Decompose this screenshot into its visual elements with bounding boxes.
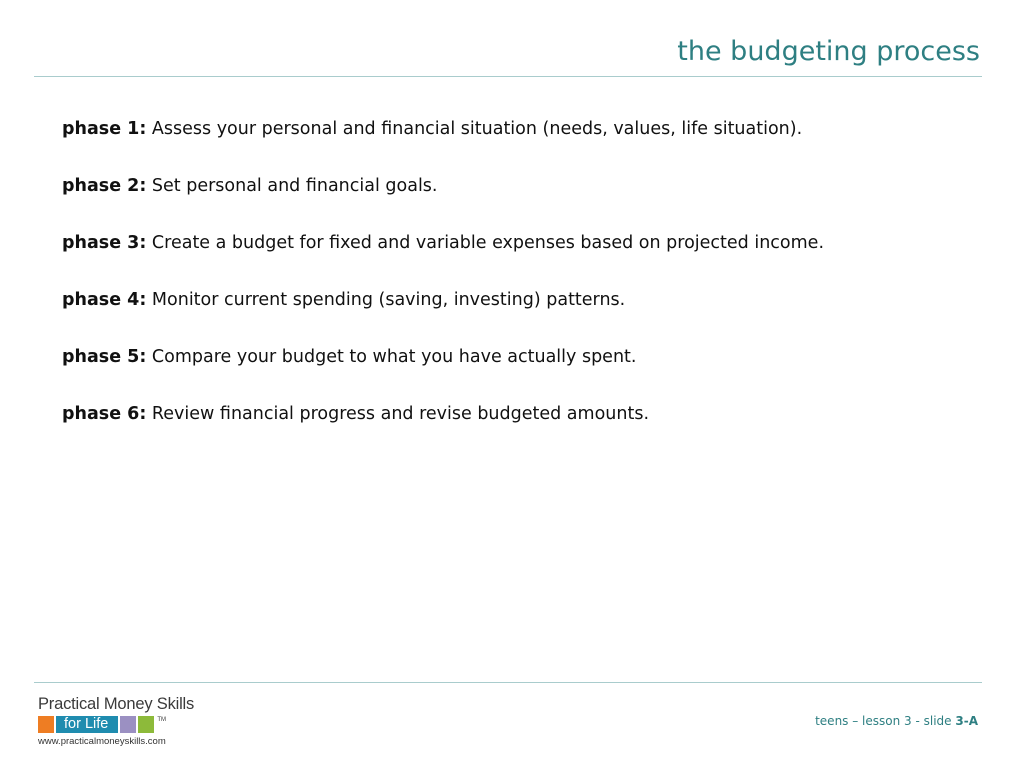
slide-title: the budgeting process — [677, 36, 980, 67]
logo-color-bar — [38, 716, 166, 733]
phase-label: phase 4: — [62, 290, 147, 310]
footer-slide-number: 3-A — [955, 714, 978, 728]
phase-item — [62, 173, 824, 230]
logo-purple-square — [120, 716, 136, 733]
header-divider — [34, 76, 982, 77]
phase-item — [62, 287, 824, 344]
phase-label: phase 3: — [62, 233, 147, 253]
footer-lesson-text: teens – lesson 3 - slide — [815, 714, 956, 728]
phase-text: Review financial progress and revise budgeted amounts. — [146, 404, 650, 424]
phase-label: phase 5: — [62, 347, 147, 367]
phase-label: phase 6: — [62, 404, 147, 424]
logo-green-square — [138, 716, 154, 733]
phase-text: Create a budget for fixed and variable expenses based on projected income. — [146, 233, 825, 253]
phase-list — [62, 116, 824, 458]
phase-text: Assess your personal and financial situation (needs, values, life situation). — [146, 119, 803, 139]
phase-text: Monitor current spending (saving, investing) patterns. — [146, 290, 626, 310]
footer-divider — [34, 682, 982, 683]
phase-item — [62, 116, 824, 173]
logo-trademark: TM — [157, 717, 167, 723]
phase-label: phase 2: — [62, 176, 147, 196]
logo-title: Practical Money Skills — [38, 695, 195, 713]
logo-orange-square — [38, 716, 54, 733]
phase-text: Set personal and financial goals. — [146, 176, 438, 196]
logo-url: www.practicalmoneyskills.com — [38, 736, 166, 747]
phase-item — [62, 344, 824, 401]
footer-info — [815, 713, 978, 729]
phase-text: Compare your budget to what you have actually spent. — [146, 347, 637, 367]
phase-label: phase 1: — [62, 119, 147, 139]
phase-item — [62, 230, 824, 287]
practical-money-skills-logo — [38, 694, 222, 750]
phase-item — [62, 401, 824, 458]
logo-tagline: for Life — [56, 716, 118, 733]
